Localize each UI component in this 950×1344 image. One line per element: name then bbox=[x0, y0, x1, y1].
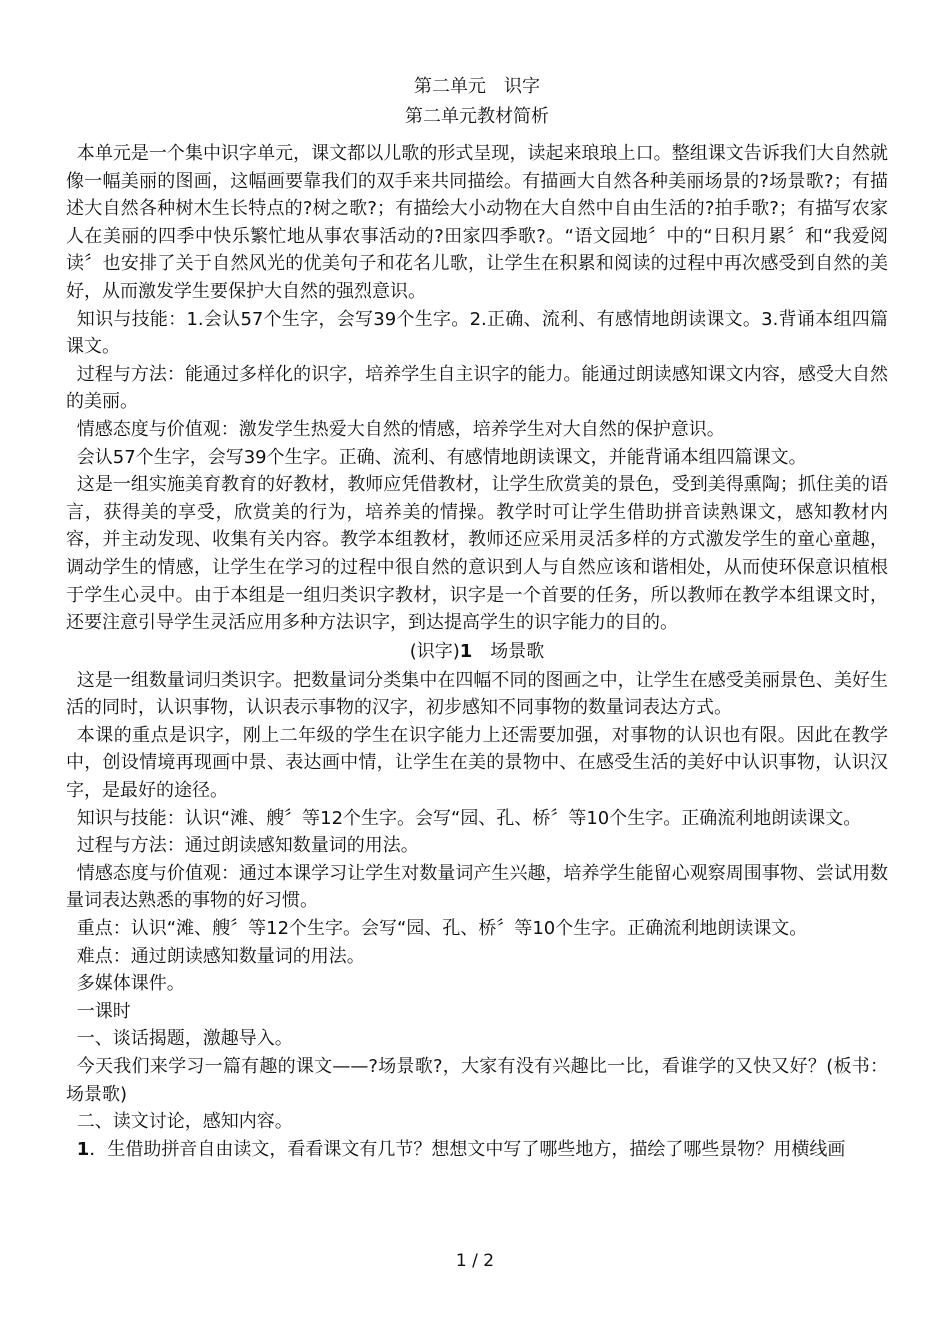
document-page bbox=[66, 72, 888, 1163]
unit-key-points: 会认57个生字，会写39个生字。正确、流利、有感情地朗读课文，并能背诵本组四篇课文。 bbox=[76, 446, 807, 468]
lesson-title-name: 场景歌 bbox=[490, 640, 545, 662]
lesson-materials: 多媒体课件。 bbox=[76, 973, 185, 995]
lesson-number: 1 bbox=[459, 640, 473, 662]
unit-goal-knowledge: 知识与技能：1.会认57个生字，会写39个生字。2.正确、流利、有感情地朗读课文。3.背诵本组四篇课文。 bbox=[66, 308, 888, 358]
lesson-goal-process: 过程与方法：通过朗读感知数量词的用法。 bbox=[76, 835, 419, 857]
lesson-key-point: 重点：认识“滩、艘〞等12个生字。会写“园、孔、桥〞等10个生字。正确流利地朗读课文。 bbox=[76, 918, 808, 940]
lesson-duration: 一课时 bbox=[76, 1000, 131, 1022]
step-two-heading: 二、读文讨论，感知内容。 bbox=[76, 1111, 293, 1133]
unit-goal-process: 过程与方法：能通过多样化的识字，培养学生自主识字的能力。能通过朗读感知课文内容，感受大自然的美丽。 bbox=[66, 363, 888, 413]
unit-goal-emotion: 情感态度与价值观：激发学生热爱大自然的情感，培养学生对大自然的保护意识。 bbox=[76, 418, 725, 440]
lesson-focus: 本课的重点是识字，刚上二年级的学生在识字能力上还需要加强，对事物的认识也有限。因此在教学中，创设情境再现画中景、表达画中情，让学生在美的景物中、在感受生活的美好中认识事物，认识汉字，是最好的途径。 bbox=[66, 724, 888, 802]
step-one-content: 今天我们来学习一篇有趣的课文——?场景歌?，大家有没有兴趣比一比，看谁学的又快又好？(板书：场景歌) bbox=[66, 1056, 888, 1105]
page-indicator: 1 / 2 bbox=[455, 1251, 495, 1271]
unit-title: 第二单元 识字 bbox=[414, 76, 540, 97]
lesson-title-prefix: (识字) bbox=[409, 640, 460, 662]
lesson-intro: 这是一组数量词归类识字。把数量词分类集中在四幅不同的图画之中，让学生在感受美丽景色、美好生活的同时，认识事物，认识表示事物的汉字，初步感知不同事物的数量词表达方式。 bbox=[66, 669, 888, 719]
intro-paragraph: 本单元是一个集中识字单元，课文都以儿歌的形式呈现，读起来琅琅上口。整组课文告诉我们大自然就像一幅美丽的图画，这幅画要靠我们的双手来共同描绘。有描画大自然各种美丽场景的?场景歌?；有描述大自然各种树木生长特点的?树之歌?；有描绘大小动物在大自然中自由生活的?拍手歌?；有描写农家人在美丽的四季中快乐繁忙地从事农事活动的?田家四季歌?。“语文园地〞中的“日积月累〞和“我爱阅读〞也安排了关于自然风光的优美句子和花名儿歌，让学生在积累和阅读的过程中再次感受到自然的美好，从而激发学生要保护大自然的强烈意识。 bbox=[66, 143, 888, 302]
teaching-paragraph: 这是一组实施美育教育的好教材，教师应凭借教材，让学生欣赏美的景色，受到美得熏陶；抓住美的语言，获得美的享受，欣赏美的行为，培养美的情操。教学时可让学生借助拼音读熟课文，感知教材内容，并主动发现、收集有关内容。教学本组教材，教师还应采用灵活多样的方式激发学生的童心童趣，调动学生的情感，让学生在学习的过程中很自然的意识到人与自然应该和谐相处，从而使环保意识植根于学生心灵中。由于本组是一组归类识字教材，识字是一个首要的任务，所以教师在教学本组课文时，还要注意引导学生灵活应用多种方法识字，到达提高学生的识字能力的目的。 bbox=[66, 474, 888, 634]
lesson-title bbox=[66, 637, 888, 667]
section-title: 第二单元教材简析 bbox=[405, 106, 549, 127]
lesson-goal-emotion: 情感态度与价值观：通过本课学习让学生对数量词产生兴趣，培养学生能留心观察周围事物、尝试用数量词表达熟悉的事物的好习惯。 bbox=[66, 862, 888, 912]
step-number: 1 bbox=[76, 1138, 90, 1160]
step-one-heading: 一、谈话揭题，激趣导入。 bbox=[76, 1028, 293, 1050]
step-two-item-1 bbox=[66, 1136, 888, 1164]
lesson-goal-knowledge: 知识与技能：认识“滩、艘〞等12个生字。会写“园、孔、桥〞等10个生字。正确流利地朗读课文。 bbox=[76, 807, 862, 829]
lesson-difficulty: 难点：通过朗读感知数量词的用法。 bbox=[76, 945, 365, 967]
step-text: ．生借助拼音自由读文，看看课文有几节？想想文中写了哪些地方，描绘了哪些景物？用横线画 bbox=[89, 1138, 846, 1160]
